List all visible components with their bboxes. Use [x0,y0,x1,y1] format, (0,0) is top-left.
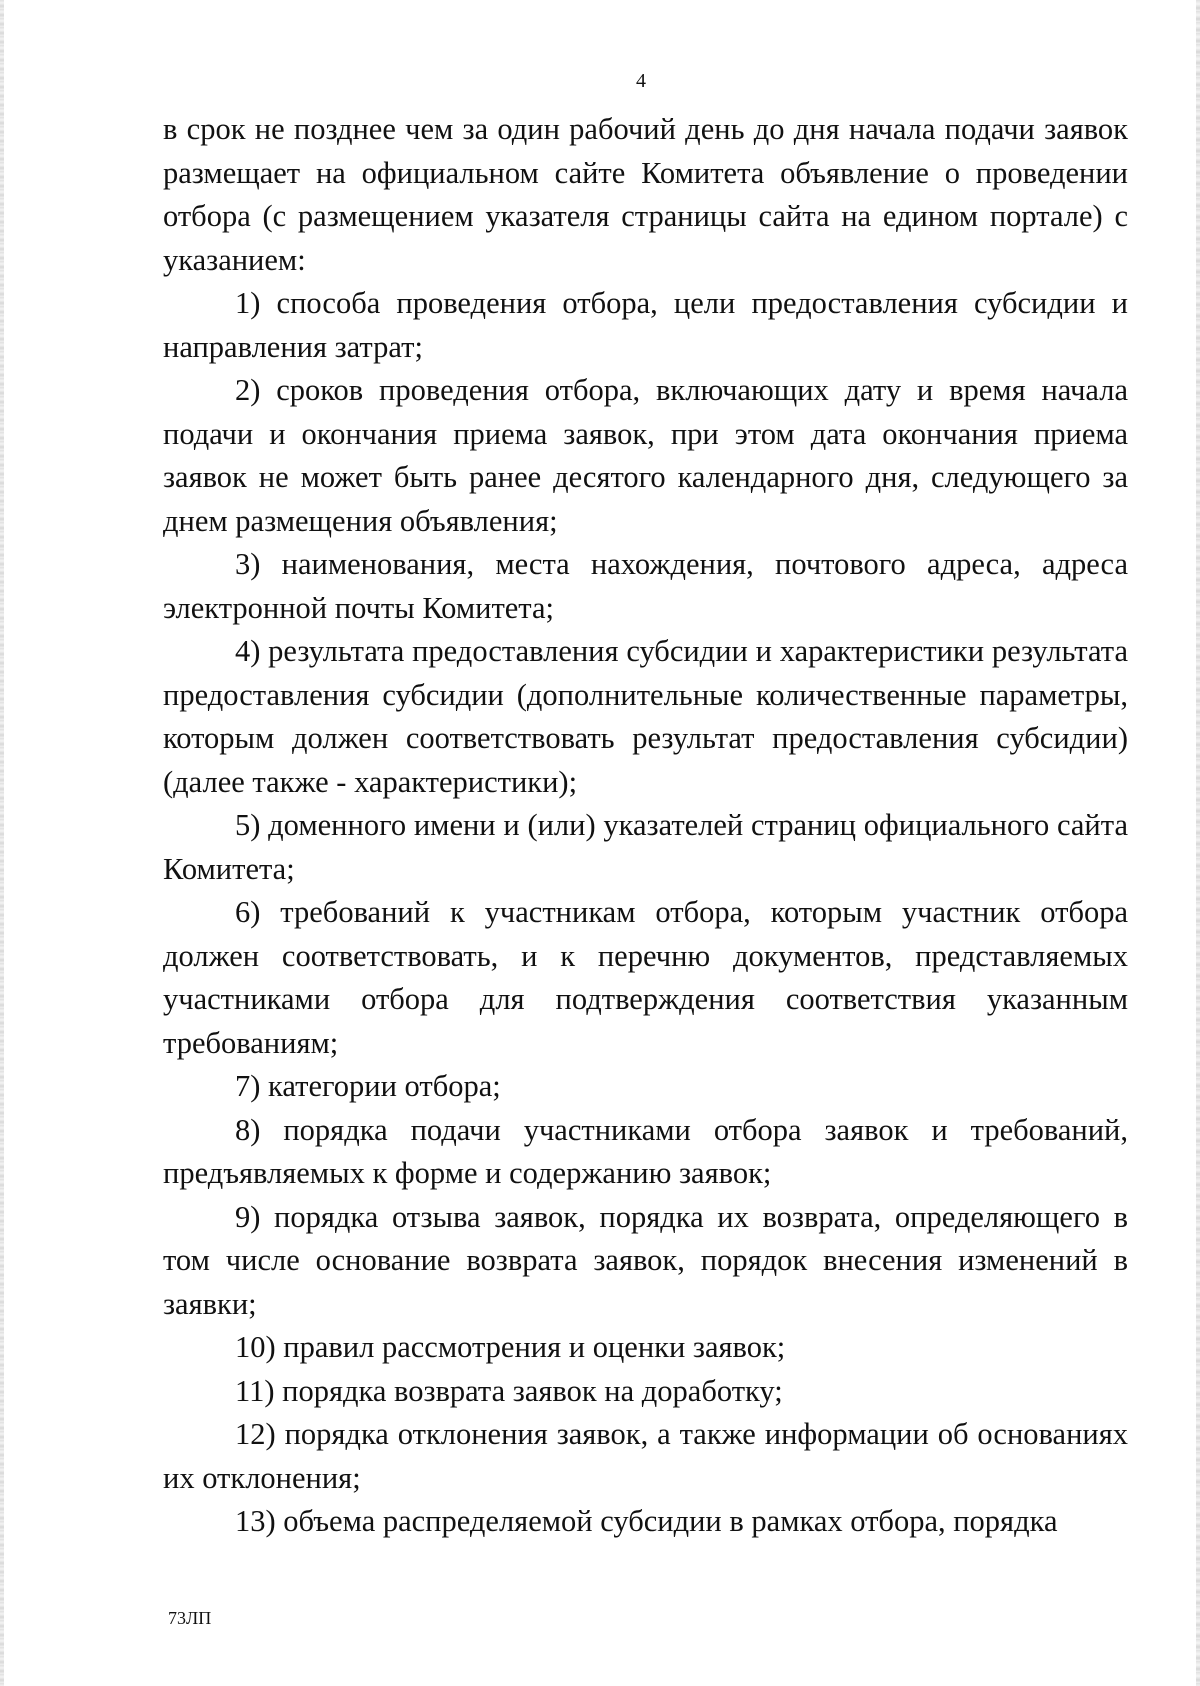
list-item-2: 2) сроков проведения отбора, включающих дату и время начала подачи и окончания приема заявок, при этом дата окончания приема заявок не может быть ранее десятого календарного дня, следующего за днем размещения объявления; [163,373,1128,538]
list-item-4: 4) результата предоставления субсидии и характеристики результата предоставления субсидии (дополнительные количественные параметры, которым должен соответствовать результат предоставления субсидии) (далее также - характеристики); [163,634,1128,799]
list-item-8: 8) порядка подачи участниками отбора заявок и требований, предъявляемых к форме и содержанию заявок; [163,1112,1128,1190]
list-item-7: 7) категории отбора; [235,1069,501,1103]
footer-code: 73ЛП [168,1608,212,1628]
list-item-6: 6) требований к участникам отбора, которым участник отбора должен соответствовать, и к перечню документов, представляемых участниками отбора для подтверждения соответствия указанным требованиям; [163,895,1128,1060]
scan-edge-left [0,0,4,1686]
list-item-5: 5) доменного имени и (или) указателей страниц официального сайта Комитета; [163,808,1128,886]
scan-edge-right [1196,0,1200,1686]
list-item-10: 10) правил рассмотрения и оценки заявок; [235,1330,786,1364]
list-item-1: 1) способа проведения отбора, цели предоставления субсидии и направления затрат; [163,286,1128,364]
list-item-9: 9) порядка отзыва заявок, порядка их возврата, определяющего в том числе основание возврата заявок, порядок внесения изменений в заявки; [163,1199,1128,1321]
list-item-11: 11) порядка возврата заявок на доработку; [235,1373,783,1408]
list-item-3: 3) наименования, места нахождения, почтового адреса, адреса электронной почты Комитета; [163,547,1128,625]
list-item-13: 13) объема распределяемой субсидии в рамках отбора, порядка [235,1504,1058,1538]
document-body [163,108,1128,1544]
page-number: 4 [636,70,646,92]
list-item-12: 12) порядка отклонения заявок, а также информации об основаниях их отклонения; [163,1417,1128,1495]
intro-paragraph: в срок не позднее чем за один рабочий день до дня начала подачи заявок размещает на официальном сайте Комитета объявление о проведении отбора (с размещением указателя страницы сайта на едином портале) с указанием: [163,112,1128,277]
